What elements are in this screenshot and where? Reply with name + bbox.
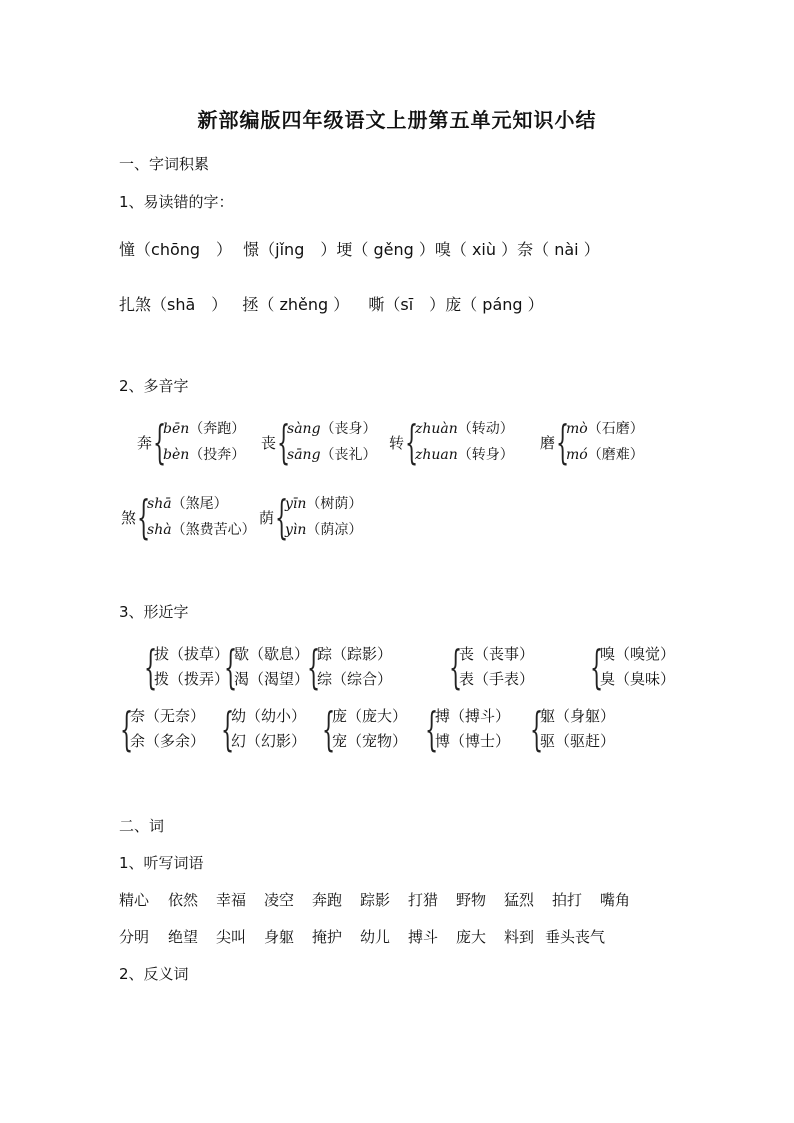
brace-icon: { [153,415,167,469]
brace-icon: { [275,490,289,544]
section-heading-vocabulary: 一、字词积累 [119,155,210,173]
dictation-word: 依然 [168,891,199,909]
similar-char-pair: 渴（渴望） [234,670,310,688]
subheading-dictation: 1、听写词语 [119,854,204,872]
polyphone-group [261,416,377,468]
brace-icon: { [137,490,151,544]
brace-icon: { [322,702,336,756]
example-word: （石磨） [587,421,644,437]
similar-char-pair: 庞（庞大） [332,707,408,725]
misread-char: 奈 [517,240,534,259]
subheading-polyphones: 2、多音字 [119,377,189,395]
similar-char-pair: 踪（踪影） [317,645,393,663]
misread-pinyin: （shā ） [151,295,228,314]
example-word: （转动） [457,421,514,437]
dictation-word: 掩护 [312,928,343,946]
misread-pinyin: （jǐng ） [259,240,337,259]
similar-char-pair: 歇（歇息） [234,645,310,663]
example-word: （荫凉） [306,522,363,538]
subheading-misread-chars: 1、易读错的字： [119,193,234,211]
dictation-word: 精心 [119,891,150,909]
polyphone-char: 磨 [540,433,556,452]
pinyin: yìn [285,522,307,538]
similar-char-pair: 综（综合） [317,670,393,688]
misread-char: 庞 [445,295,462,314]
similar-char-pair: 臭（臭味） [600,670,676,688]
brace-icon: { [120,702,134,756]
dictation-word: 猛烈 [504,891,535,909]
misread-char: 扎煞 [119,295,152,314]
dictation-word: 拍打 [552,891,583,909]
similar-char-group [144,640,238,694]
misread-pinyin: （ gěng ） [352,240,435,259]
pinyin: mò [566,421,588,437]
similar-char-pair: 搏（搏斗） [435,707,511,725]
misread-char: 埂 [336,240,353,259]
example-word: （煞费苦心） [171,522,256,538]
example-word: （投奔） [189,447,246,463]
dictation-word: 打猎 [408,891,439,909]
example-word: （丧礼） [320,447,377,463]
misread-line-1 [119,237,600,260]
polyphone-char: 丧 [261,433,277,452]
example-word: （丧身） [320,421,377,437]
example-word: （树荫） [306,496,363,512]
similar-char-pair: 丧（丧事） [459,645,535,663]
pinyin: yīn [285,496,307,512]
pinyin: sàng [287,421,321,437]
similar-char-group [530,704,615,754]
misread-char: 嗅 [434,240,451,259]
section-heading-words: 二、词 [119,817,165,835]
dictation-word: 踪影 [360,891,391,909]
similar-char-group [224,640,321,694]
example-word: （磨难） [587,447,644,463]
similar-char-pair: 嗅（嗅觉） [600,645,676,663]
polyphone-char: 转 [389,433,405,452]
similar-char-group [425,704,510,754]
pinyin: bēn [163,421,190,437]
pinyin: zhuan [415,447,458,463]
similar-char-pair: 宠（宠物） [332,732,408,750]
dictation-word: 搏斗 [408,928,439,946]
dictation-word: 绝望 [168,928,199,946]
dictation-word: 嘴角 [600,891,631,909]
example-word: （煞尾） [171,496,228,512]
brace-icon: { [224,640,238,694]
similar-char-group [221,704,306,754]
similar-char-pair: 拔（拔草） [154,645,230,663]
polyphone-group [389,416,514,468]
similar-char-group [120,704,205,754]
brace-icon: { [449,640,463,694]
dictation-word: 凌空 [264,891,295,909]
misread-line-2 [119,292,544,315]
dictation-word: 幸福 [216,891,247,909]
misread-pinyin: （ xiù ） [450,240,518,259]
brace-icon: { [277,415,291,469]
pinyin: sāng [287,447,321,463]
misread-pinyin: （chōng ） [135,240,233,259]
brace-icon: { [221,702,235,756]
misread-char: 拯 [242,295,259,314]
dictation-word: 料到 [504,928,535,946]
polyphone-group [137,416,245,468]
example-word: （奔跑） [189,421,246,437]
pinyin: bèn [163,447,190,463]
brace-icon: { [556,415,570,469]
similar-char-pair: 奈（无奈） [130,707,206,725]
example-word: （转身） [457,447,514,463]
similar-char-pair: 余（多余） [130,732,206,750]
polyphone-group [259,491,362,543]
dictation-word: 庞大 [456,928,487,946]
similar-char-pair: 拨（拨弄） [154,670,230,688]
misread-pinyin: （ zhěng ） [258,295,350,314]
similar-char-group [307,642,392,692]
polyphone-char: 奔 [137,433,153,452]
pinyin: zhuàn [415,421,458,437]
dictation-word: 野物 [456,891,487,909]
similar-char-pair: 驱（驱赶） [540,732,616,750]
dictation-word: 幼儿 [360,928,391,946]
brace-icon: { [530,702,544,756]
dictation-word: 尖叫 [216,928,247,946]
brace-icon: { [405,415,419,469]
brace-icon: { [590,640,604,694]
similar-char-group [449,642,534,692]
similar-char-pair: 表（手表） [459,670,535,688]
similar-char-pair: 躯（身躯） [540,707,616,725]
similar-char-group [322,704,407,754]
pinyin: mó [566,447,588,463]
dictation-word: 垂头丧气 [545,928,606,946]
pinyin: shà [147,522,172,538]
polyphone-group [540,416,644,468]
misread-char: 憬 [243,240,260,259]
dictation-word: 分明 [119,928,150,946]
misread-pinyin: （sī ） [384,295,446,314]
brace-icon: { [307,640,321,694]
brace-icon: { [425,702,439,756]
brace-icon: { [144,640,158,694]
subheading-similar-chars: 3、形近字 [119,603,189,621]
similar-char-pair: 幻（幻影） [231,732,307,750]
misread-pinyin: （ páng ） [461,295,544,314]
similar-char-pair: 幼（幼小） [231,707,307,725]
polyphone-group [121,491,256,543]
misread-pinyin: （ nài ） [533,240,600,259]
misread-char: 憧 [119,240,136,259]
dictation-word: 奔跑 [312,891,343,909]
subheading-antonyms: 2、反义词 [119,965,189,983]
dictation-word: 身躯 [264,928,295,946]
polyphone-char: 煞 [121,508,137,527]
page-title: 新部编版四年级语文上册第五单元知识小结 [197,108,597,132]
polyphone-char: 荫 [259,508,275,527]
pinyin: shā [147,496,172,512]
similar-char-group [590,642,675,692]
similar-char-pair: 博（博士） [435,732,511,750]
misread-char: 嘶 [368,295,385,314]
